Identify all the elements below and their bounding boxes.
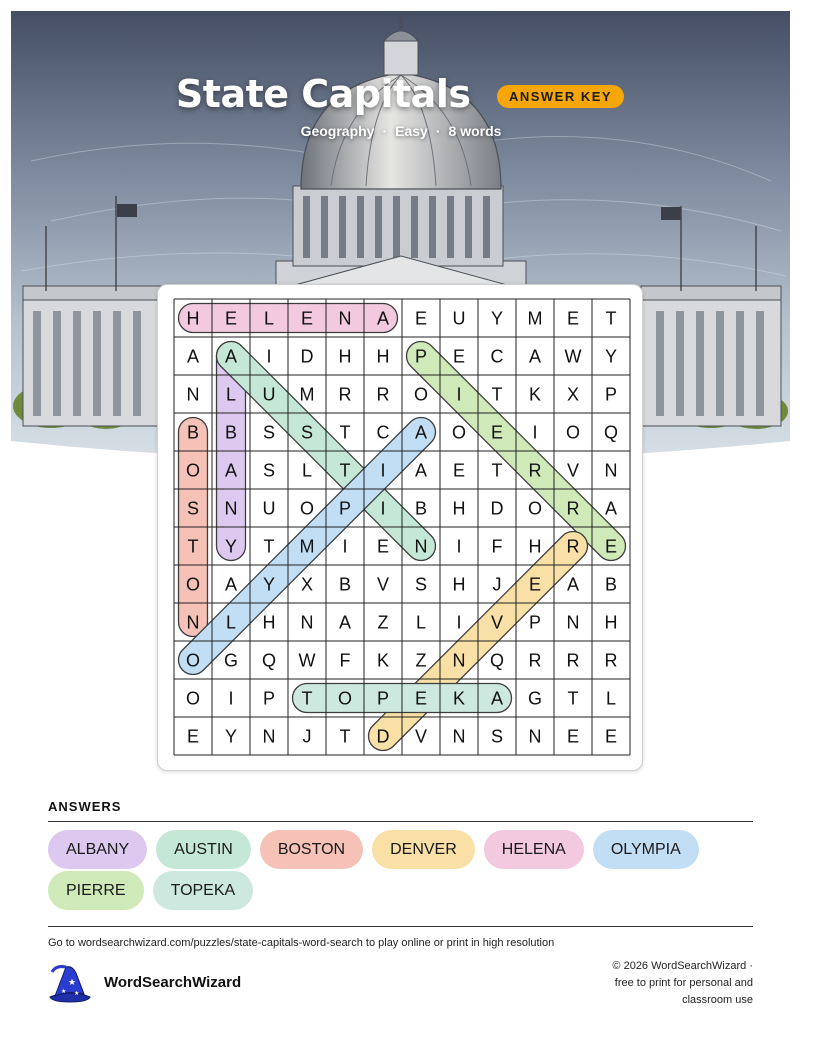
grid-letter: T (187, 536, 199, 557)
grid-letter: E (490, 422, 504, 443)
grid-letter: O (185, 574, 201, 595)
grid-letter: L (263, 308, 275, 329)
grid-letter: D (300, 346, 314, 367)
grid-letter: N (452, 650, 466, 671)
answers-divider (48, 821, 753, 822)
svg-text:★: ★ (74, 990, 80, 997)
category-label: Geography (300, 123, 375, 139)
grid-letter: R (566, 498, 580, 519)
grid-letter: E (452, 460, 466, 481)
left-wing (23, 286, 163, 426)
grid-letter: A (414, 460, 428, 481)
svg-text:★: ★ (61, 988, 67, 995)
grid-letter: E (414, 688, 428, 709)
answer-pill-austin: AUSTIN (156, 830, 251, 869)
grid-letter: I (456, 612, 462, 633)
grid-letter: E (604, 536, 618, 557)
grid-letter: G (527, 688, 543, 709)
page-title: State Capitals (175, 72, 471, 116)
grid-letter: N (338, 308, 352, 329)
grid-letter: V (566, 460, 580, 481)
footer-divider (48, 926, 753, 927)
grid-letter: O (337, 688, 353, 709)
grid-letter: I (456, 536, 462, 557)
answer-pill-denver: DENVER (372, 830, 475, 869)
grid-letter: H (338, 346, 352, 367)
brand-name: WordSearchWizard (104, 974, 242, 991)
grid-letter: Y (604, 346, 618, 367)
grid-letter: Z (377, 612, 389, 633)
grid-letter: O (527, 498, 543, 519)
grid-letter: X (566, 384, 580, 405)
answer-pill-albany: ALBANY (48, 830, 147, 869)
grid-letter: P (414, 346, 428, 367)
grid-letter: N (224, 498, 238, 519)
grid-letter: E (452, 346, 466, 367)
answer-key-badge: ANSWER KEY (497, 85, 624, 108)
grid-letter: V (414, 726, 428, 747)
grid-letter: V (490, 612, 504, 633)
grid-letter: S (414, 574, 428, 595)
grid-letter: B (338, 574, 352, 595)
copyright-line: classroom use (682, 994, 753, 1006)
grid-letter: P (376, 688, 390, 709)
grid-letter: Q (489, 650, 505, 671)
grid-letter: F (339, 650, 351, 671)
grid-letter: A (376, 308, 390, 329)
grid-letter: R (566, 650, 580, 671)
grid-letter: L (301, 460, 313, 481)
grid-letter: A (528, 346, 542, 367)
grid-letter: D (376, 726, 390, 747)
grid-letter: E (604, 726, 618, 747)
grid-letter: S (262, 422, 276, 443)
copyright-notice (583, 958, 753, 1009)
grid-letter: E (566, 308, 580, 329)
grid-letter: A (224, 574, 238, 595)
grid-letter: O (185, 688, 201, 709)
grid-letter: I (342, 536, 348, 557)
grid-letter: N (300, 612, 314, 633)
grid-letter: I (266, 346, 272, 367)
grid-letter: L (225, 612, 237, 633)
grid-letter: U (262, 384, 276, 405)
word-count-label: 8 words (448, 123, 502, 139)
answer-pill-topeka: TOPEKA (153, 871, 254, 910)
grid-letter: S (300, 422, 314, 443)
grid-letter: I (228, 688, 234, 709)
grid-letter: R (604, 650, 618, 671)
grid-letter: A (224, 460, 238, 481)
grid-letter: W (298, 650, 316, 671)
meta-separator: · (382, 123, 388, 139)
grid-letter: G (223, 650, 239, 671)
grid-letter: K (528, 384, 542, 405)
answer-pill-olympia: OLYMPIA (593, 830, 699, 869)
grid-letter: B (414, 498, 428, 519)
footer-url-text: Go to wordsearchwizard.com/puzzles/state-capitals-word-search to play online or print in high resolution (48, 937, 555, 949)
grid-letter: N (566, 612, 580, 633)
grid-letter: M (299, 384, 315, 405)
grid-letter: B (186, 422, 200, 443)
grid-letter: N (604, 460, 618, 481)
grid-letter: P (604, 384, 618, 405)
right-wing (641, 286, 781, 426)
grid-letter: A (224, 346, 238, 367)
grid-letter: U (262, 498, 276, 519)
grid-letter: M (299, 536, 315, 557)
grid-letter: R (338, 384, 352, 405)
grid-letter: P (338, 498, 352, 519)
grid-letter: O (185, 460, 201, 481)
grid-letter: P (528, 612, 542, 633)
grid-letter: N (186, 384, 200, 405)
grid-letter: A (604, 498, 618, 519)
grid-letter: T (301, 688, 313, 709)
difficulty-label: Easy (395, 123, 428, 139)
copyright-line: © 2026 WordSearchWizard · (612, 960, 753, 972)
grid-letter: H (186, 308, 200, 329)
grid-letter: H (528, 536, 542, 557)
grid-letter: E (186, 726, 200, 747)
grid-letter: R (566, 536, 580, 557)
grid-letter: A (566, 574, 580, 595)
grid-letter: Y (262, 574, 276, 595)
grid-letter: T (339, 422, 351, 443)
grid-letter: N (528, 726, 542, 747)
grid-letter: T (567, 688, 579, 709)
grid-letter: N (262, 726, 276, 747)
grid-letter: Q (603, 422, 619, 443)
grid-letter: H (452, 498, 466, 519)
grid-letter: O (451, 422, 467, 443)
grid-letter: I (456, 384, 462, 405)
meta-separator: · (435, 123, 441, 139)
copyright-line: free to print for personal and (614, 977, 753, 989)
grid-letter: O (185, 650, 201, 671)
grid-letter: H (262, 612, 276, 633)
grid-letter: B (224, 422, 238, 443)
grid-letter: N (452, 726, 466, 747)
grid-letter: U (452, 308, 466, 329)
grid-letter: N (414, 536, 428, 557)
grid-letter: J (492, 574, 502, 595)
grid-letter: P (262, 688, 276, 709)
grid-letter: E (414, 308, 428, 329)
grid-letter: D (490, 498, 504, 519)
grid-letter: O (299, 498, 315, 519)
grid-letter: R (528, 650, 542, 671)
grid-letter: C (376, 422, 390, 443)
grid-letter: T (491, 384, 503, 405)
grid-letter: N (186, 612, 200, 633)
wizard-hat-icon (46, 963, 94, 1008)
word-search-grid (158, 285, 644, 772)
grid-letter: C (490, 346, 504, 367)
grid-letter: A (186, 346, 200, 367)
grid-letter: T (491, 460, 503, 481)
grid-letter: A (414, 422, 428, 443)
grid-letter: T (339, 460, 351, 481)
grid-letter: Z (415, 650, 427, 671)
grid-letter: I (532, 422, 538, 443)
grid-letter: I (380, 498, 386, 519)
answers-heading: ANSWERS (48, 799, 122, 814)
grid-letter: B (604, 574, 618, 595)
grid-letter: K (452, 688, 466, 709)
grid-letter: V (376, 574, 390, 595)
grid-letter: K (376, 650, 390, 671)
grid-letter: R (376, 384, 390, 405)
grid-letter: W (564, 346, 582, 367)
answer-pill-pierre: PIERRE (48, 871, 144, 910)
grid-letter: O (413, 384, 429, 405)
answer-pill-helena: HELENA (484, 830, 584, 869)
grid-letter: Y (490, 308, 504, 329)
grid-letter: Q (261, 650, 277, 671)
grid-letter: H (376, 346, 390, 367)
grid-letter: Y (224, 536, 238, 557)
grid-letter: O (565, 422, 581, 443)
grid-letter: X (300, 574, 314, 595)
grid-letter: E (376, 536, 390, 557)
answers-list (48, 830, 768, 912)
grid-letter: L (225, 384, 237, 405)
puzzle-meta (0, 123, 802, 139)
grid-letter: S (490, 726, 504, 747)
grid-letter: A (338, 612, 352, 633)
grid-letter: Y (224, 726, 238, 747)
title-row (0, 72, 800, 116)
grid-letter: E (224, 308, 238, 329)
grid-letter: A (490, 688, 504, 709)
grid-letter: E (300, 308, 314, 329)
grid-letter: H (604, 612, 618, 633)
grid-letter: I (380, 460, 386, 481)
grid-letter: E (528, 574, 542, 595)
grid-letter: T (339, 726, 351, 747)
puzzle-card (157, 284, 643, 771)
grid-letter: T (605, 308, 617, 329)
grid-letter: J (302, 726, 312, 747)
grid-letter: S (262, 460, 276, 481)
grid-letter: F (491, 536, 503, 557)
grid-letter: E (566, 726, 580, 747)
grid-letter: S (186, 498, 200, 519)
grid-letter: T (263, 536, 275, 557)
grid-letter: L (415, 612, 427, 633)
grid-letter: H (452, 574, 466, 595)
grid-letter: R (528, 460, 542, 481)
svg-text:★: ★ (68, 978, 77, 988)
grid-letter: L (605, 688, 617, 709)
grid-letter: M (527, 308, 543, 329)
answer-pill-boston: BOSTON (260, 830, 363, 869)
